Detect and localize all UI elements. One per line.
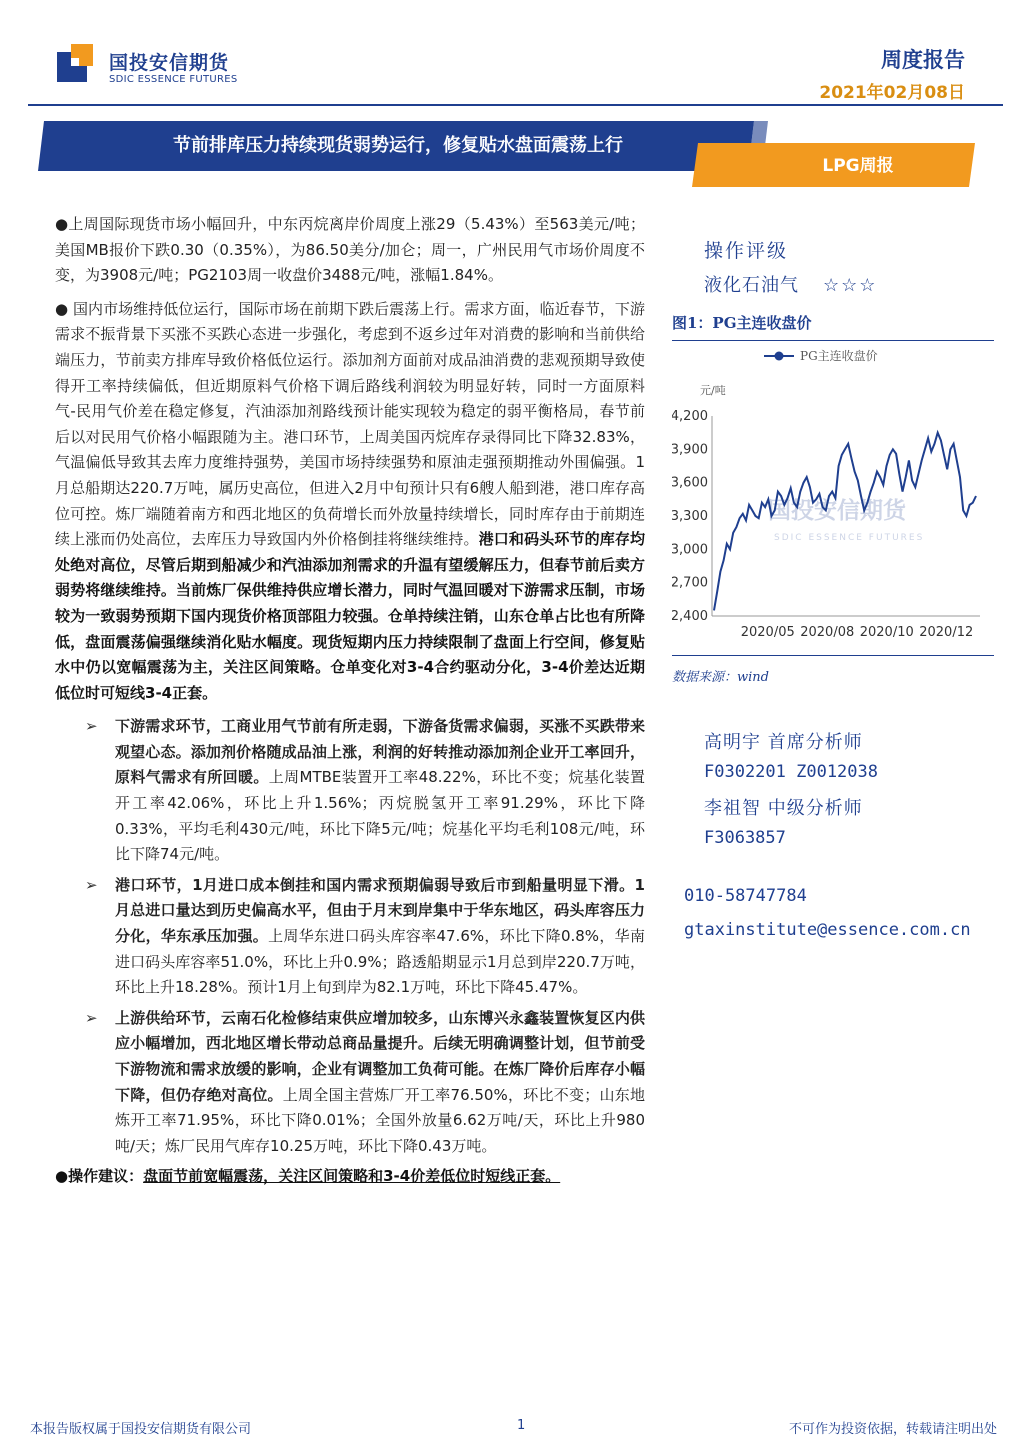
operation-advice — [55, 1164, 645, 1190]
data-source: 数据来源：wind — [672, 670, 769, 685]
company-logo — [57, 44, 277, 94]
rating-line — [704, 271, 877, 297]
paragraph-market-summary: ●上周国际现货市场小幅回升，中东丙烷离岸价周度上涨29（5.43%）至563美元/吨；美国MB报价下跌0.30（0.35%），为86.50美分/加仑；周一，广州民用气市场价周度不变，为3908元/吨；PG2103周一收盘价3488元/吨，涨幅1.84%。 — [55, 215, 645, 285]
figure-bottom-rule — [672, 655, 994, 656]
downstream-key-point: 下游需求环节，工商业用气节前有所走弱，下游备货需求偏弱，买涨不买跌带来观望心态。添加剂价格随成品油上涨，利润的好转推动添加剂企业开工率回升，原料气需求有所回暖。 — [115, 717, 645, 787]
x-tick-label: 2020/05 — [740, 625, 795, 640]
rating-heading: 操作评级 — [704, 240, 789, 262]
y-tick-label: 3,000 — [672, 542, 708, 558]
chart-svg — [672, 344, 994, 654]
y-axis-ticks — [672, 409, 708, 624]
logo-chinese-name: 国投安信期货 — [109, 52, 230, 74]
bullet-port — [85, 873, 645, 1001]
upstream-key-point: 上游供给环节，云南石化检修结束供应增加较多，山东博兴永鑫装置恢复区内供应小幅增加，西北地区增长带动总商品量提升。后续无明确调整计划，但节前受下游物流和需求放缓的影响，企业有调整加工负荷可能。在炼厂降价后库存小幅下降，但仍存绝对高位。 — [115, 1008, 645, 1104]
analyst-2-license: F3063857 — [704, 828, 786, 848]
bullet-upstream — [85, 1006, 645, 1160]
arrow-bullet-icon: ➢ — [85, 1008, 98, 1027]
advice-text: 盘面节前宽幅震荡，关注区间策略和3-4价差低位时短线正套。 — [143, 1167, 561, 1186]
port-detail: 上周华东进口码头库容率47.6%，环比下降0.8%，华南进口码头库容率51.0%，环比上升0.9%；路透船期显示1月总到岸220.7万吨，环比上升18.28%。预计1月上旬到岸为82.1万吨，环比下降45.47%。 — [115, 927, 645, 997]
paragraph-analysis — [55, 297, 645, 707]
report-category-tag: LPG周报 — [822, 156, 894, 176]
figure-top-rule — [672, 340, 994, 341]
watermark-en: SDIC ESSENCE FUTURES — [774, 533, 925, 543]
x-axis-ticks — [741, 625, 974, 640]
upstream-detail: 上周全国主营炼厂开工率76.50%，环比不变；山东地炼开工率71.95%，环比下降0.01%；全国外放量6.62万吨/天，环比上升980吨/天；炼厂民用气库存10.25万吨，环比下降0.43万吨。 — [115, 1085, 645, 1155]
price-chart — [672, 344, 994, 654]
legend-label: PG主连收盘价 — [800, 349, 878, 363]
report-date: 2021年02月08日 — [819, 83, 965, 103]
y-axis-unit: 元/吨 — [700, 384, 726, 397]
title-banner — [38, 121, 975, 187]
logo-english-name: SDIC ESSENCE FUTURES — [109, 74, 238, 85]
contact-email[interactable]: gtaxinstitute@essence.com.cn — [684, 920, 971, 940]
x-tick-label: 2020/10 — [859, 625, 914, 640]
advice-label: ●操作建议： — [55, 1167, 144, 1186]
report-type: 周度报告 — [881, 48, 965, 72]
y-tick-label: 3,900 — [672, 442, 708, 458]
rating-stars-icon: ☆☆☆ — [823, 275, 878, 296]
y-tick-label: 4,200 — [672, 409, 708, 424]
y-tick-label: 2,400 — [672, 609, 708, 624]
watermark-cn: 国投安信期货 — [768, 498, 906, 524]
analyst-1-license: F0302201 Z0012038 — [704, 762, 878, 782]
y-tick-label: 2,700 — [672, 575, 708, 591]
arrow-bullet-icon: ➢ — [85, 717, 98, 736]
page-number: 1 — [517, 1418, 526, 1433]
logo-mark-icon — [57, 44, 101, 88]
analysis-text: ● 国内市场维持低位运行，国际市场在前期下跌后震荡上行。需求方面，临近春节，下游需求不振背景下买涨不买跌心态进一步强化，考虑到不返乡过年对消费的影响和当前供给端压力，节前卖方排库导致价格低位运行。添加剂方面前对成品油消费的悲观预期导致使得开工率持续偏低，但近期原料气价格下调后路线利润较为明显好转，同时一方面原料气-民用气价差在稳定修复，汽油添加剂路线预计能实现较为稳定的弱平衡格局，春节前后以对民用气价格小幅跟随为主。港口环节，上周美国丙烷库存录得同比下降32.83%，气温偏低导致其去库力度维持强势，美国市场持续强势和原油走强预期推动外围偏强。1月总船期达220.7万吨，属历史高位，但进入2月中旬预计只有6艘人船到港，港口库存高位可控。炼厂端随着南方和西北地区的负荷增长而外放量持续增长，同时库存由于前期连续上涨而仍处高位，去库压力导致国内外价格倒挂将继续维持。 — [55, 299, 645, 549]
downstream-detail: 上周MTBE装置开工率48.22%，环比不变；烷基化装置开工率42.06%，环比上升1.56%；丙烷脱氢开工率91.29%，环比下降0.33%，平均毛利430元/吨，环比下降5元/吨；烷基化平均毛利108元/吨，环比下降74元/吨。 — [115, 768, 645, 864]
rating-product: 液化石油气 — [704, 275, 799, 296]
x-tick-label: 2020/08 — [800, 625, 855, 640]
bullet-downstream — [85, 714, 645, 868]
legend-marker-icon — [775, 352, 784, 361]
y-tick-label: 3,300 — [672, 509, 708, 524]
header-divider — [28, 104, 1003, 106]
chart-watermark — [768, 497, 924, 543]
x-tick-label: 2020/12 — [919, 625, 974, 640]
figure-caption: 图1：PG主连收盘价 — [672, 314, 812, 332]
footer-disclaimer: 不可作为投资依据，转载请注明出处 — [788, 1422, 997, 1437]
contact-phone[interactable]: 010-58747784 — [684, 886, 807, 906]
analysis-conclusion: 港口和码头环节的库存均处绝对高位，尽管后期到船减少和汽油添加剂需求的升温有望缓解压力，但春节前后卖方弱势将继续维持。当前炼厂保供维持供应增长潜力，同时气温回暖对下游需求压制，市场较为一致弱势预期下国内现货价格顶部阻力较强。仓单持续注销，山东仓单占比也有所降低，盘面震荡偏强继续消化贴水幅度。现货短期内压力持续限制了盘面上行空间，修复贴水中仍以宽幅震荡为主，关注区间策略。仓单变化对3-4合约驱动分化，3-4价差达近期低位时可短线3-4正套。 — [55, 530, 645, 702]
port-key-point: 港口环节，1月进口成本倒挂和国内需求预期偏弱导致后市到船量明显下滑。1月总进口量达到历史偏高水平，但由于月末到岸集中于华东地区，码头库容压力分化，华东承压加强。 — [115, 875, 645, 946]
chart-legend — [764, 348, 878, 363]
arrow-bullet-icon: ➢ — [85, 875, 98, 894]
report-body — [55, 212, 645, 1190]
analyst-1: 高明宇 首席分析师 — [704, 732, 863, 753]
analyst-2: 李祖智 中级分析师 — [704, 798, 863, 819]
report-title: 节前排库压力持续现货弱势运行，修复贴水盘面震荡上行 — [173, 135, 623, 156]
footer-copyright: 本报告版权属于国投安信期货有限公司 — [30, 1422, 252, 1437]
y-tick-label: 3,600 — [672, 475, 708, 491]
